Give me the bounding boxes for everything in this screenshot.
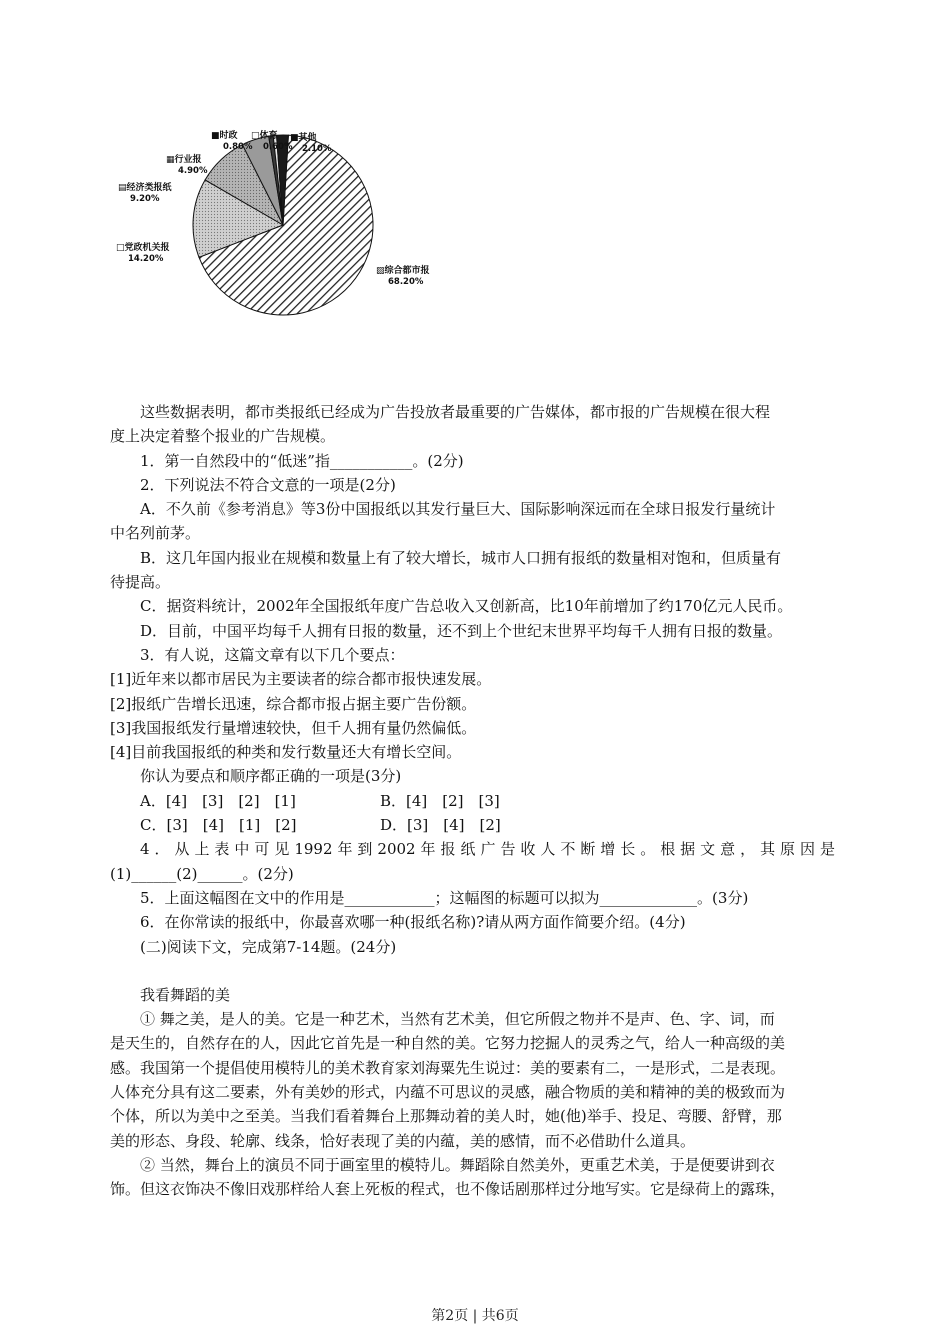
- option-d: D．目前，中国平均每千人拥有日报的数量，还不到上个世纪末世界平均每千人拥有日报的数量。: [140, 621, 783, 640]
- page-footer: 第2页 | 共6页: [431, 1308, 519, 1324]
- option-c: C．据资料统计，2002年全国报纸年度广告总收入又创新高，比10年前增加了约170亿元人民币。: [140, 597, 793, 616]
- essay-line: 美的形态、身段、轮廓、线条，恰好表现了美的内蕴，美的感情，而不必借助什么道具。: [110, 1131, 696, 1150]
- essay-line: 感。我国第一个提倡使用模特儿的美术教育家刘海粟先生说过：美的要素有二，一是形式，二是表现。: [110, 1058, 786, 1077]
- options-row: [110, 813, 835, 837]
- question-5: 5．上面这幅图在文中的作用是____________；这幅图的标题可以拟为_____________。(3分): [140, 888, 749, 907]
- essay-line: 人体充分具有这二要素，外有美妙的形式，内蕴不可思议的灵感，融合物质的美和精神的美的极致而为: [110, 1083, 786, 1102]
- option-d: D．[3] [4] [2]: [380, 816, 501, 835]
- slice-label: ▨综合都市报: [376, 266, 430, 276]
- question-6: 6．在你常读的报纸中，你最喜欢哪一种(报纸名称)?请从两方面作简要介绍。(4分): [140, 913, 686, 932]
- essay-line: 是天生的，自然存在的人，因此它首先是一种自然的美。它努力挖掘人的灵秀之气，给人一种高级的美: [110, 1034, 786, 1053]
- ad-share-pie-chart: [108, 120, 468, 360]
- option-b: B．[4] [2] [3]: [380, 791, 500, 810]
- article-text: [110, 400, 835, 1202]
- option-b-line: B．这几年国内报业在规模和数量上有了较大增长，城市人口拥有报纸的数量相对饱和，但质量有: [140, 548, 782, 567]
- point-4: [4]目前我国报纸的种类和发行数量还大有增长空间。: [110, 743, 462, 762]
- slice-percent-label: 0.80%: [223, 142, 253, 152]
- question-1: 1．第一自然段中的“低迷”指___________。(2分): [140, 451, 464, 470]
- question-4-line: 4．从上表中可见1992年到2002年报纸广告收人不断增长。根据文意，其原因是: [140, 840, 835, 859]
- essay-line: 饰。但这衣饰决不像旧戏那样给人套上死板的程式，也不像话剧那样过分地写实。它是绿荷上的露珠，: [110, 1180, 786, 1199]
- question-2: 2．下列说法不符合文意的一项是(2分): [140, 475, 396, 494]
- question-3: 3．有人说，这篇文章有以下几个要点：: [140, 645, 405, 664]
- options-row: [110, 789, 835, 813]
- essay-line: ② 当然，舞台上的演员不同于画室里的模特儿。舞蹈除自然美外，更重艺术美，于是便要讲到衣: [140, 1155, 775, 1174]
- slice-label: ■时政: [211, 131, 238, 141]
- option-b-line: 待提高。: [110, 573, 171, 592]
- slice-percent-label: 14.20%: [128, 254, 164, 264]
- paragraph-line: 这些数据表明，都市类报纸已经成为广告投放者最重要的广告媒体，都市报的广告规模在很大程: [140, 403, 771, 421]
- section-2-heading: (二)阅读下文，完成第7-14题。(24分): [140, 937, 397, 956]
- option-a-line: 中名列前茅。: [110, 524, 201, 543]
- slice-label: ▤经济类报纸: [118, 183, 172, 193]
- slice-label: ▦行业报: [166, 155, 202, 165]
- slice-label: ■其他: [290, 133, 317, 143]
- point-2: [2]报纸广告增长迅速，综合都市报占据主要广告份额。: [110, 694, 477, 713]
- option-a: A．[4] [3] [2] [1]: [140, 791, 296, 810]
- option-c: C．[3] [4] [1] [2]: [140, 816, 297, 835]
- point-3: [3]我国报纸发行量增速较快，但千人拥有量仍然偏低。: [110, 718, 477, 737]
- paragraph-line: 度上决定着整个报业的广告规模。: [110, 427, 336, 446]
- slice-percent-label: 68.20%: [388, 277, 424, 287]
- slice-percent-label: 4.90%: [178, 166, 208, 176]
- essay-line: 个体，所以为美中之至美。当我们看着舞台上那舞动着的美人时，她(他)举手、投足、弯腰、舒臂，那: [110, 1107, 782, 1126]
- slice-percent-label: 9.20%: [130, 194, 160, 204]
- option-a-line: A．不久前《参考消息》等3份中国报纸以其发行量巨大、国际影响深远而在全球日报发行量统计: [140, 500, 776, 519]
- slice-percent-label: 0.60%: [263, 142, 293, 152]
- question-4-line: (1)______(2)______。(2分): [110, 864, 294, 883]
- slice-percent-label: 2.10%: [302, 144, 332, 154]
- essay-line: ① 舞之美，是人的美。它是一种艺术，当然有艺术美，但它所假之物并不是声、色、字、词，而: [140, 1010, 775, 1029]
- essay-title: 我看舞蹈的美: [140, 985, 231, 1004]
- point-1: [1]近年来以都市居民为主要读者的综合都市报快速发展。: [110, 670, 492, 689]
- question-3-ask: 你认为要点和顺序都正确的一项是(3分): [140, 767, 402, 786]
- slice-label: □体育: [251, 131, 278, 141]
- slice-label: □党政机关报: [116, 243, 170, 253]
